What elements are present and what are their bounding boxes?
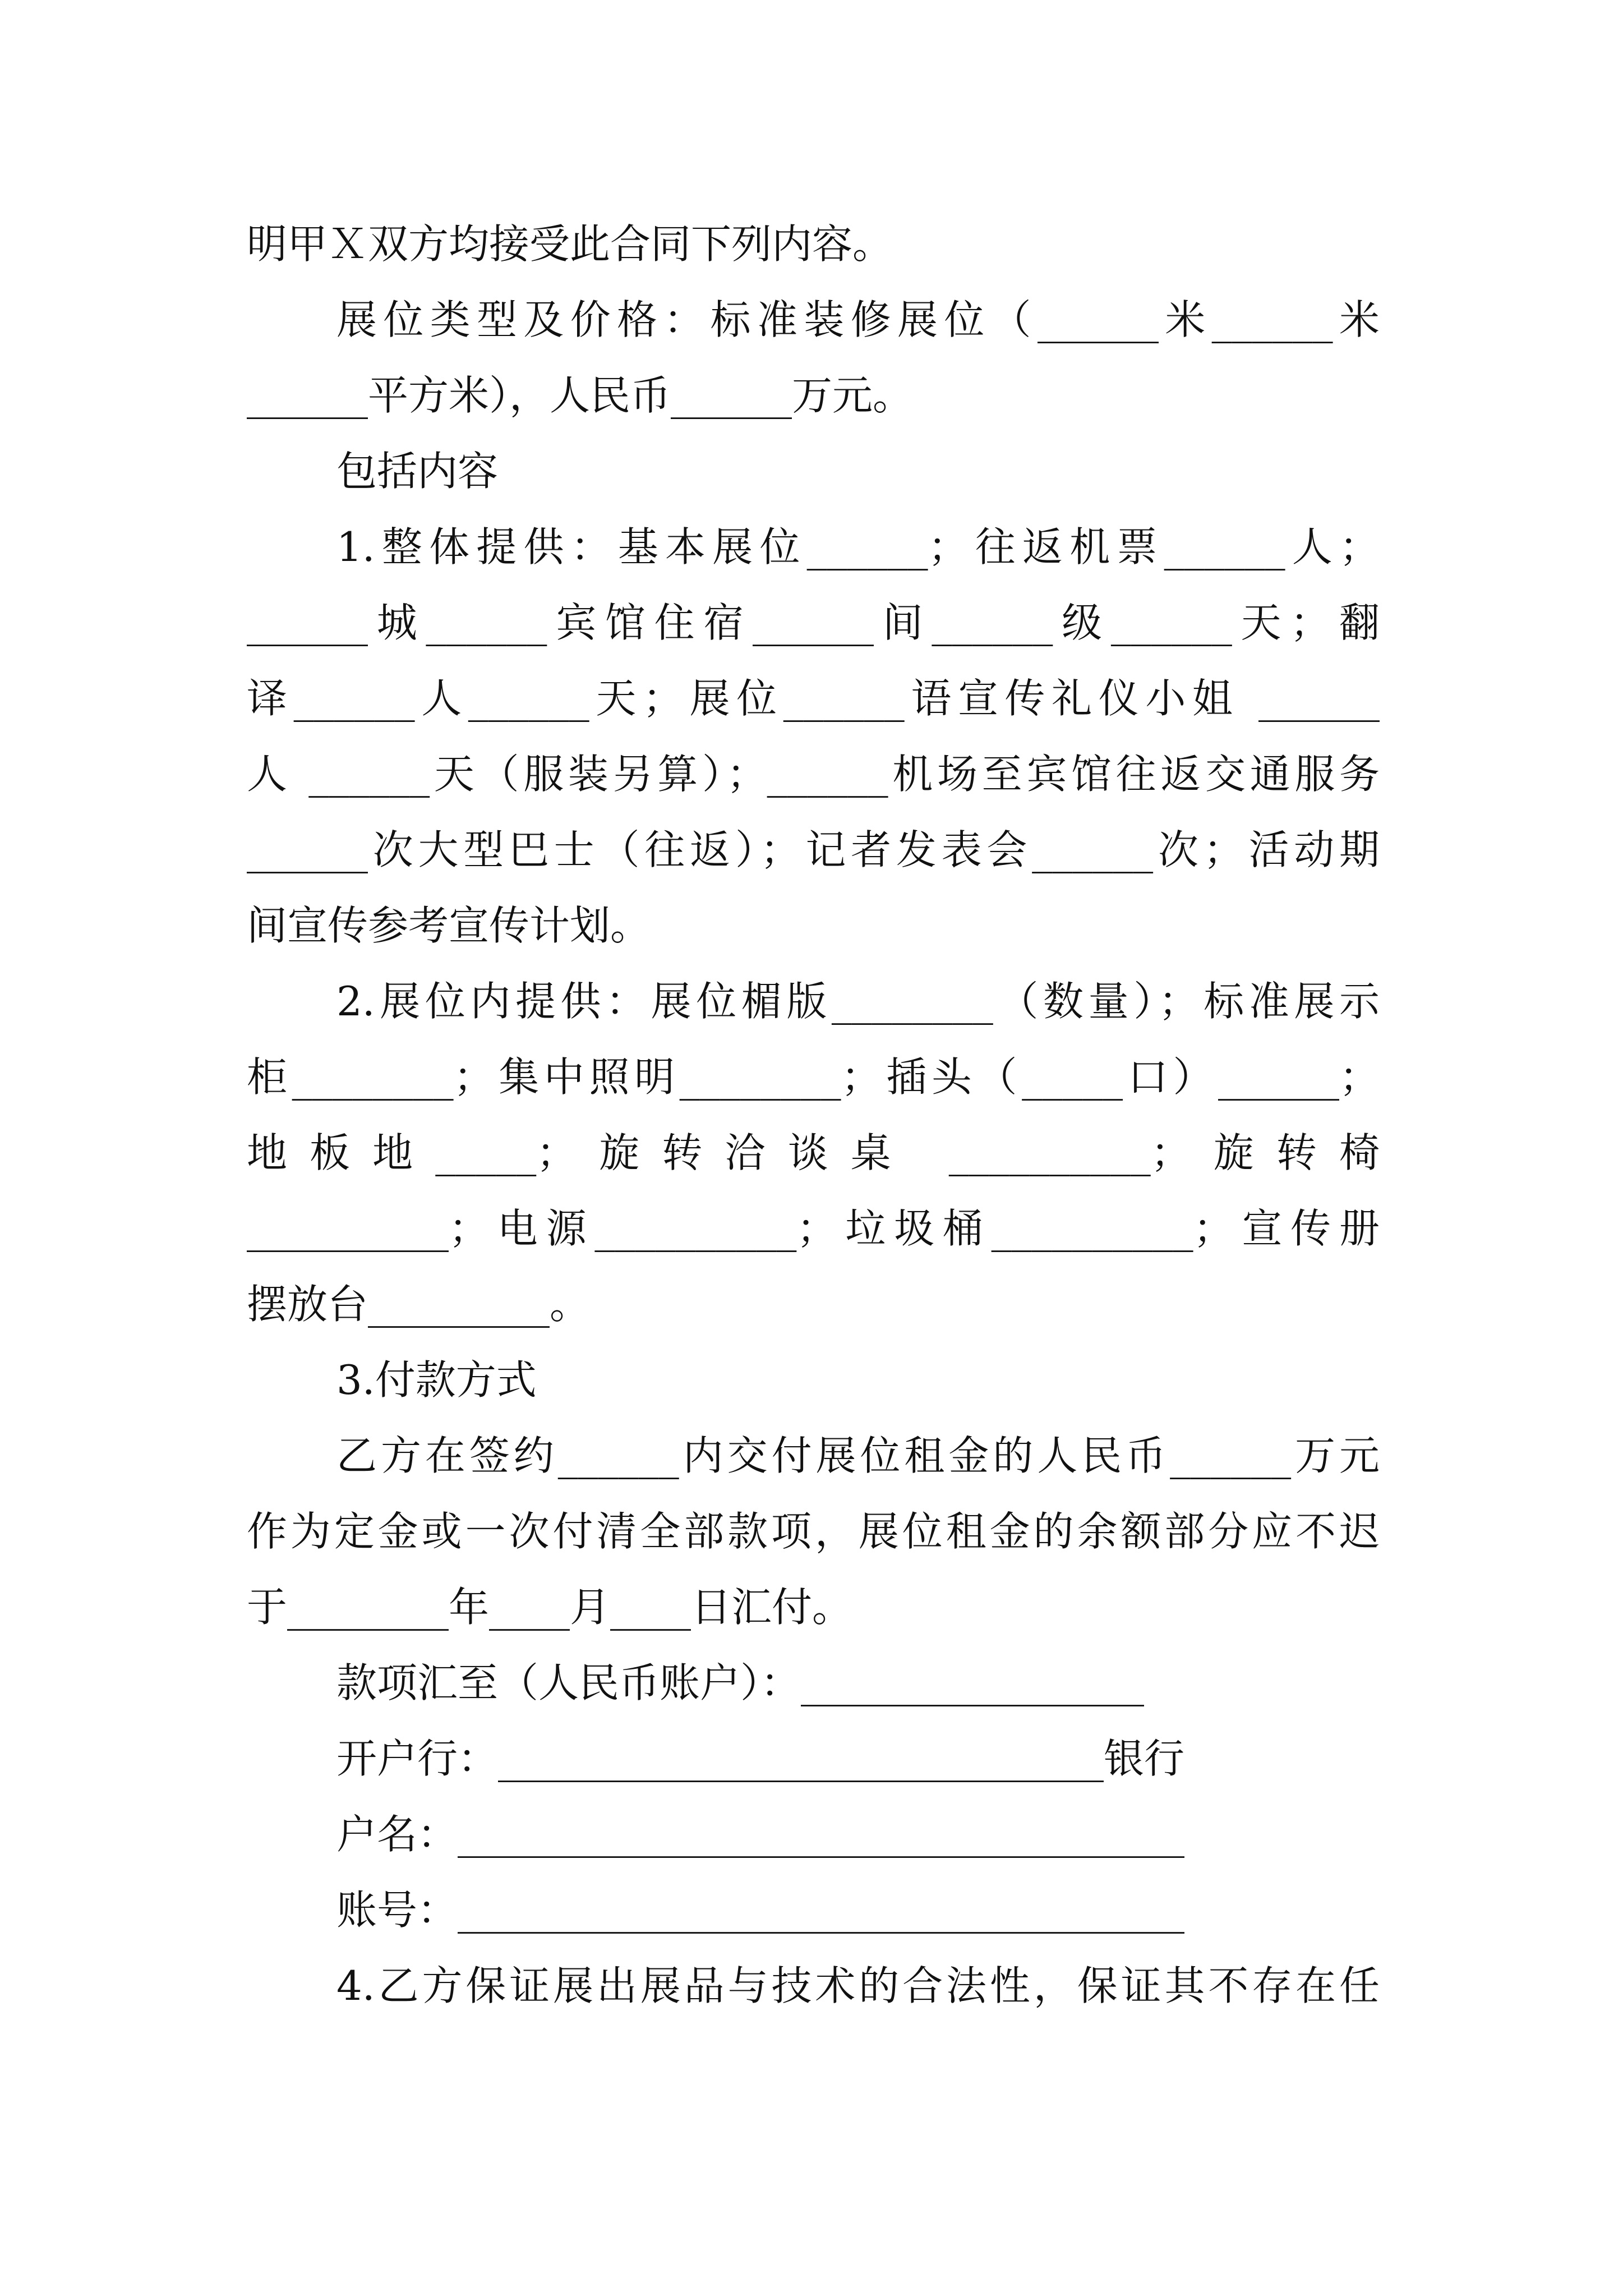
- text-line-16: 3.付款方式: [336, 1356, 537, 1404]
- text-line-15: 摆放台_________。: [247, 1281, 591, 1328]
- text-line-13: 地板地_____；旋转洽谈桌 __________；旋转椅: [247, 1129, 1380, 1176]
- text-line-11: 2.展位内提供：展位楣版________（数量）；标准展示: [336, 978, 1380, 1025]
- text-line-5: 1.整体提供：基本展位______；往返机票______人；: [336, 523, 1380, 570]
- text-line-7: 译______人______天；展位______语宣传礼仪小姐 ______: [247, 675, 1380, 722]
- text-line-4: 包括内容: [336, 448, 499, 495]
- text-line-3: ______平方米），人民币______万元。: [247, 372, 914, 419]
- text-line-2: 展位类型及价格：标准装修展位（______米______米: [336, 296, 1380, 343]
- text-line-10: 间宣传参考宣传计划。: [247, 902, 651, 949]
- text-line-17: 乙方在签约______内交付展位租金的人民币______万元: [336, 1432, 1380, 1479]
- text-line-18: 作为定金或一次付清全部款项，展位租金的余额部分应不迟: [247, 1508, 1380, 1555]
- text-line-12: 柜________；集中照明________；插头（_____口）______；: [247, 1053, 1380, 1101]
- text-line-20: 款项汇至（人民币账户）：_________________: [336, 1659, 1145, 1706]
- text-line-21: 开户行：______________________________银行: [336, 1735, 1185, 1782]
- text-line-23: 账号：____________________________________: [336, 1887, 1185, 1934]
- text-line-9: ______次大型巴士（往返）；记者发表会______次；活动期: [247, 826, 1380, 873]
- text-line-19: 于________年____月____日汇付。: [247, 1584, 853, 1631]
- text-line-8: 人 ______天（服装另算）；______机场至宾馆往返交通服务: [247, 751, 1380, 798]
- text-line-24: 4.乙方保证展出展品与技术的合法性，保证其不存在任: [336, 1962, 1380, 2009]
- text-line-6: ______城______宾馆住宿______间______级______天；翻: [247, 599, 1380, 646]
- text-line-1: 明甲Ｘ双方均接受此合同下列内容。: [247, 220, 893, 268]
- text-line-14: __________；电源__________；垃圾桶__________；宣传册: [247, 1205, 1380, 1252]
- text-line-22: 户名：____________________________________: [336, 1811, 1185, 1858]
